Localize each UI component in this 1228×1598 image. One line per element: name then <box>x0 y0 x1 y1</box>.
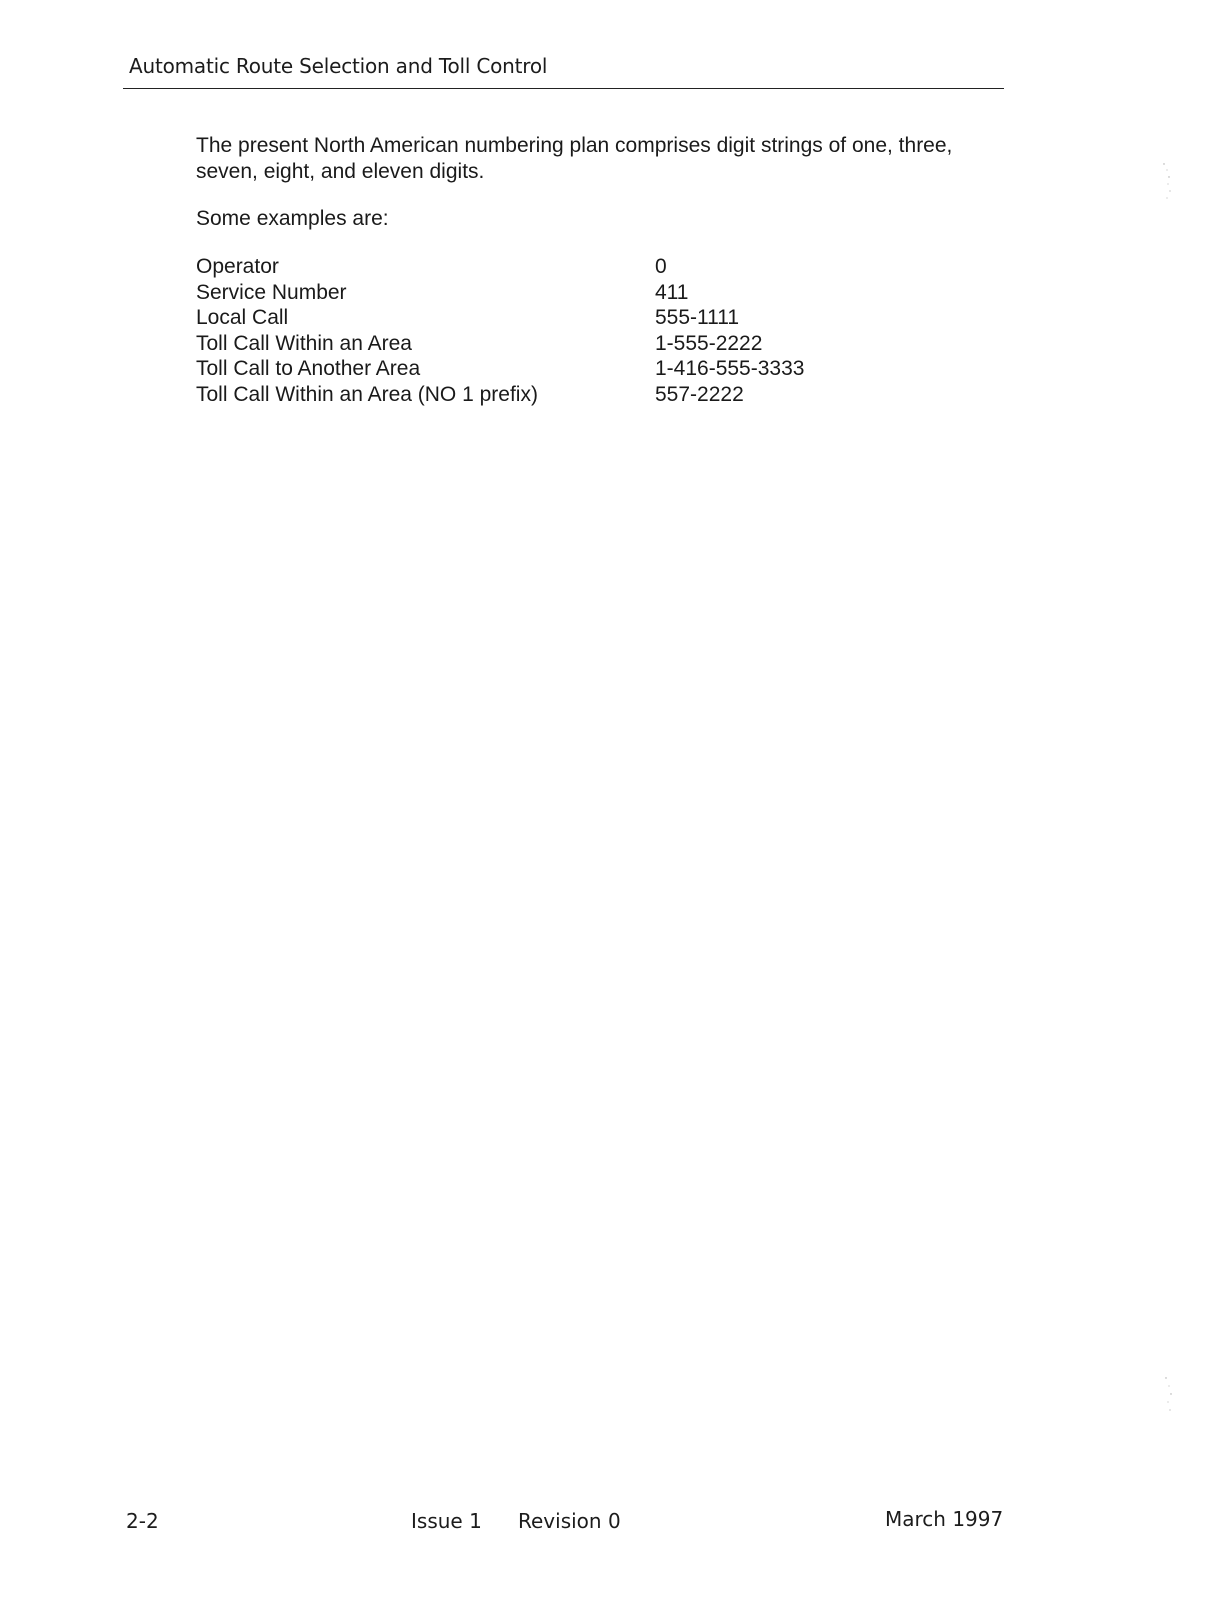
example-value: 1-555-2222 <box>655 331 763 355</box>
example-label: Toll Call Within an Area (NO 1 prefix) <box>196 382 538 406</box>
example-value: 555-1111 <box>655 306 740 330</box>
example-value: 0 <box>655 255 667 278</box>
example-row <box>196 280 896 306</box>
example-row <box>196 382 896 408</box>
examples-list <box>196 254 896 408</box>
intro-paragraph: The present North American numbering plan comprises digit strings of one, three, seven, eight, and eleven digits. <box>196 134 953 183</box>
scan-speckle <box>1150 1372 1180 1422</box>
example-value: 411 <box>655 280 689 304</box>
footer-issue: Issue 1 <box>411 1509 482 1533</box>
example-label: Local Call <box>196 306 289 330</box>
example-label: Service Number <box>196 280 347 304</box>
example-row <box>196 331 896 357</box>
example-row <box>196 356 896 382</box>
footer-revision: Revision 0 <box>518 1509 621 1533</box>
examples-lead: Some examples are: <box>196 207 389 230</box>
footer-page-number: 2-2 <box>126 1509 159 1533</box>
running-header: Automatic Route Selection and Toll Control <box>129 54 548 78</box>
example-row <box>196 254 896 280</box>
example-label: Toll Call to Another Area <box>196 357 421 381</box>
header-rule <box>123 88 1004 89</box>
example-value: 557-2222 <box>655 382 744 406</box>
example-row <box>196 305 896 331</box>
example-label: Toll Call Within an Area <box>196 331 412 355</box>
example-value: 1-416-555-3333 <box>655 357 805 381</box>
example-label: Operator <box>196 255 279 278</box>
footer-date: March 1997 <box>885 1507 1004 1531</box>
scan-speckle <box>1150 160 1180 210</box>
